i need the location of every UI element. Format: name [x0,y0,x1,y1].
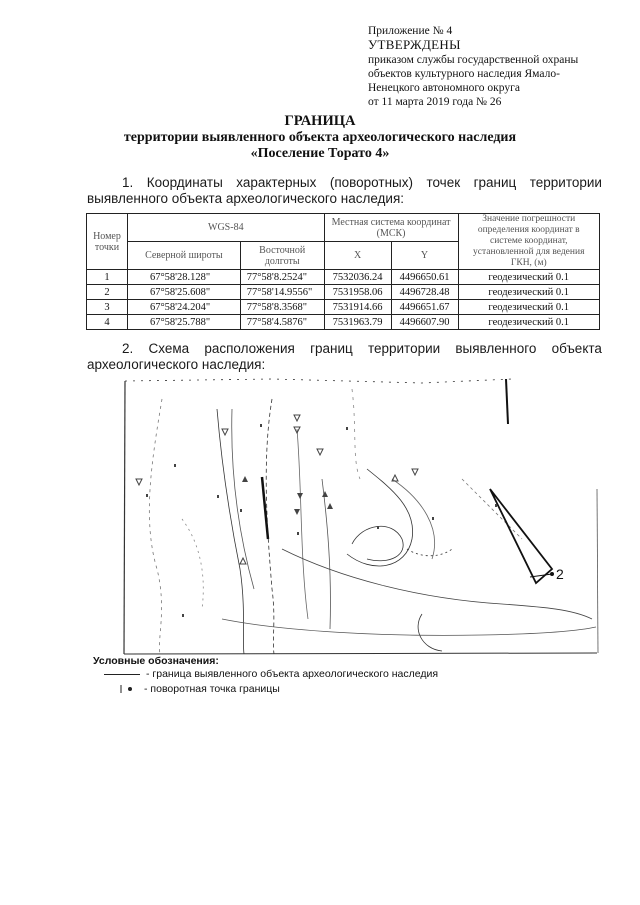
cell-point-number: 4 [87,315,128,330]
cell-latitude: 67°58'28.128" [127,270,240,285]
map-symbol [217,495,219,498]
header-point-number: Номер точки [87,214,128,270]
road-line [262,477,268,539]
map-frame-right [597,489,598,653]
cell-latitude: 67°58'25.788" [127,315,240,330]
cell-x: 7531958.06 [324,285,391,300]
cell-longitude: 77°58'14.9556" [240,285,324,300]
map-symbol [322,491,328,497]
cell-error: геодезический 0.1 [458,270,600,285]
section-2-continuation: археологического наследия: [87,357,266,372]
section-1-heading [122,175,602,190]
site-name: «Поселение Торато 4» [250,146,390,161]
contour-line [217,409,244,654]
appendix-block [368,24,630,110]
table-row [87,285,600,300]
section-2-word: объекта [551,341,602,356]
section-2-word: расположения [204,341,295,356]
cell-point-number: 3 [87,300,128,315]
map-symbol [174,464,176,467]
map-frame-bottom [124,653,597,654]
legend-item-point [118,683,280,695]
map-symbol [432,517,434,520]
cell-error: геодезический 0.1 [458,300,600,315]
header-latitude: Северной широты [127,242,240,270]
cell-y: 4496607.90 [391,315,458,330]
turning-point-marker [550,572,554,576]
cell-error: геодезический 0.1 [458,285,600,300]
section-1-word: точек [426,175,461,190]
header-local-system: Местная система координат (МСК) [324,214,458,242]
section-1-word: границ [473,175,517,190]
table-row [87,270,600,285]
map-symbol [377,526,379,529]
section-2-number: 2. [122,341,134,356]
map-symbol [222,429,228,435]
cell-y: 4496650.61 [391,270,458,285]
order-line-2: объектов культурного наследия Ямало- [368,67,560,80]
header-x: X [324,242,391,270]
section-2-word: границ [310,341,353,356]
section-1-word: (поворотных) [329,175,413,190]
map-symbol [240,509,242,512]
turning-point-swatch-icon [118,683,144,695]
contour-line [407,549,452,556]
header-error-value: Значение погрешности определения координат в системе координат, установленной для ведения ГКН, (м) [458,214,600,270]
section-1-word: Координаты [146,175,223,190]
section-2-word: Схема [148,341,190,356]
cell-point-number: 2 [87,285,128,300]
cell-point-number: 1 [87,270,128,285]
map-symbol [327,503,333,509]
map-symbol [297,532,299,535]
contour-line [352,389,360,479]
map-symbol [136,479,142,485]
legend-point-label: - поворотная точка границы [144,683,280,695]
road-line [506,379,508,424]
map-frame-top [125,379,512,383]
contour-line [149,399,162,654]
contour-line [347,469,413,566]
header-longitude: Восточной долготы [240,242,324,270]
map-symbol [242,476,248,482]
contour-line [352,526,403,560]
map-symbol [260,424,262,427]
section-1-word: территории [529,175,602,190]
cell-x: 7531914.66 [324,300,391,315]
table-row [87,315,600,330]
map-symbol [146,494,148,497]
map-frame-left [124,381,125,654]
map-symbol [346,427,348,430]
map-symbol [317,449,323,455]
order-line-3: Ненецкого автономного округа [368,82,520,95]
map-symbol [240,558,246,564]
map-symbol [297,493,303,499]
section-2-word: территории [367,341,441,356]
cell-x: 7531963.79 [324,315,391,330]
cell-y: 4496728.48 [391,285,458,300]
map-symbol [294,415,300,421]
boundary-line-swatch [104,674,140,675]
cell-longitude: 77°58'8.2524" [240,270,324,285]
header-y: Y [391,242,458,270]
cell-longitude: 77°58'8.3568" [240,300,324,315]
section-2-heading [122,341,602,356]
legend-item-boundary [104,668,438,680]
cell-x: 7532036.24 [324,270,391,285]
order-line-1: приказом службы государственной охраны [368,53,579,66]
cell-error: геодезический 0.1 [458,315,600,330]
cell-longitude: 77°58'4.5876" [240,315,324,330]
boundary-polygon [490,489,552,583]
map-symbol [182,614,184,617]
table-header-row [87,214,600,242]
approved-label: УТВЕРЖДЕНЫ [368,37,461,53]
contour-line [297,429,308,619]
map-symbol [294,509,300,515]
coordinates-table [86,213,600,330]
section-1-number: 1. [122,175,134,190]
cell-latitude: 67°58'24.204" [127,300,240,315]
document-subtitle: территории выявленного объекта археологического наследия [123,130,517,145]
contour-line [392,479,435,559]
legend-boundary-label: - граница выявленного объекта археологического наследия [146,668,439,680]
contour-line [322,479,330,629]
contour-line [182,519,203,609]
section-1-word: характерных [236,175,317,190]
table-row [87,300,600,315]
cell-y: 4496651.67 [391,300,458,315]
contour-line [418,614,442,651]
map-symbol [495,504,497,507]
contour-line [462,479,522,539]
turning-point-label: 2 [556,566,564,582]
contour-line [232,409,254,589]
appendix-number: Приложение № 4 [368,25,453,37]
legend-heading: Условные обозначения: [93,655,219,667]
section-2-word: выявленного [455,341,537,356]
section-1-continuation: выявленного объекта археологического наследия: [87,191,405,206]
boundary-scheme-map [122,369,600,657]
document-title: ГРАНИЦА [284,113,356,129]
cell-latitude: 67°58'25.608" [127,285,240,300]
order-date: от 11 марта 2019 года № 26 [368,96,502,109]
map-symbol [412,469,418,475]
header-wgs84: WGS-84 [127,214,324,242]
map-symbol [392,475,398,481]
contour-line [222,619,596,635]
